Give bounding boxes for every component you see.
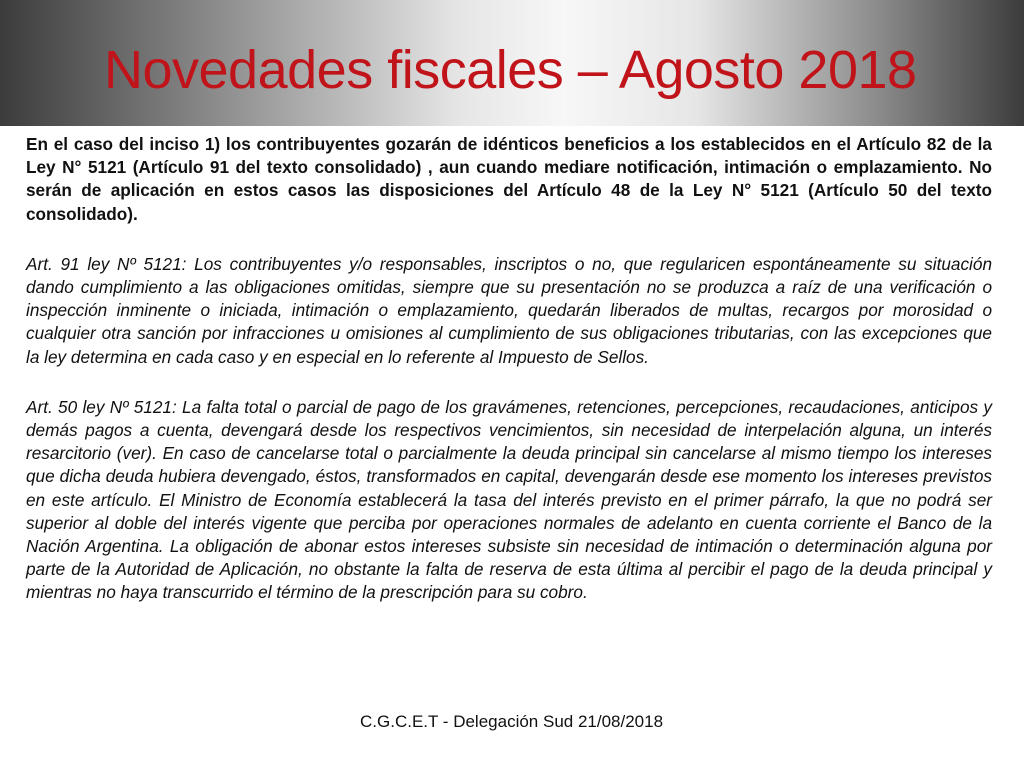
slide-footer: C.G.C.E.T - Delegación Sud 21/08/2018 xyxy=(360,712,664,731)
slide-title: Novedades fiscales – Agosto 2018 xyxy=(104,40,917,100)
paragraph-art-91: Art. 91 ley Nº 5121: Los contribuyentes y/o responsables, inscriptos o no, que regularicen espontáneamente su situación dando cumplimiento a las obligaciones omitidas, siempre que su presentación no se produzca a raíz de una verificación o inspección inminente o iniciada, intimación o emplazamiento, quedarán liberados de multas, recargos por morosidad o cualquier otra sanción por infracciones u omisiones al cumplimiento de sus obligaciones tributarias, con las excepciones que la ley determina en cada caso y en especial en lo referente al Impuesto de Sellos. xyxy=(26,253,992,367)
paragraph-art-50: Art. 50 ley Nº 5121: La falta total o parcial de pago de los gravámenes, retenciones, percepciones, recaudaciones, anticipos y demás pagos a cuenta, devengará desde los respectivos vencimientos, sin necesidad de interpelación alguna, un interés resarcitorio (ver). En caso de cancelarse total o parcialmente la deuda principal sin cancelarse al mismo tiempo los intereses que dicha deuda hubiera devengado, éstos, transformados en capital, devengarán desde ese momento los intereses previstos en este artículo. El Ministro de Economía establecerá la tasa del interés previsto en el primer párrafo, la que no podrá ser superior al doble del interés vigente que perciba por operaciones normales de adelanto en cuenta corriente el Banco de la Nación Argentina. La obligación de abonar estos intereses subsiste sin necesidad de intimación o determinación alguna por parte de la Autoridad de Aplicación, no obstante la falta de reserva de esta última al percibir el pago de la deuda principal y mientras no haya transcurrido el término de la prescripción para su cobro. xyxy=(26,396,992,603)
paragraph-inciso: En el caso del inciso 1) los contribuyentes gozarán de idénticos beneficios a los establecidos en el Artículo 82 de la Ley N° 5121 (Artículo 91 del texto consolidado) , aun cuando mediare notificación, intimación o emplazamiento. No serán de aplicación en estos casos las disposiciones del Artículo 48 de la Ley N° 5121 (Artículo 50 del texto consolidado). xyxy=(26,134,992,224)
slide-body xyxy=(26,133,992,605)
header-banner xyxy=(0,0,1024,126)
